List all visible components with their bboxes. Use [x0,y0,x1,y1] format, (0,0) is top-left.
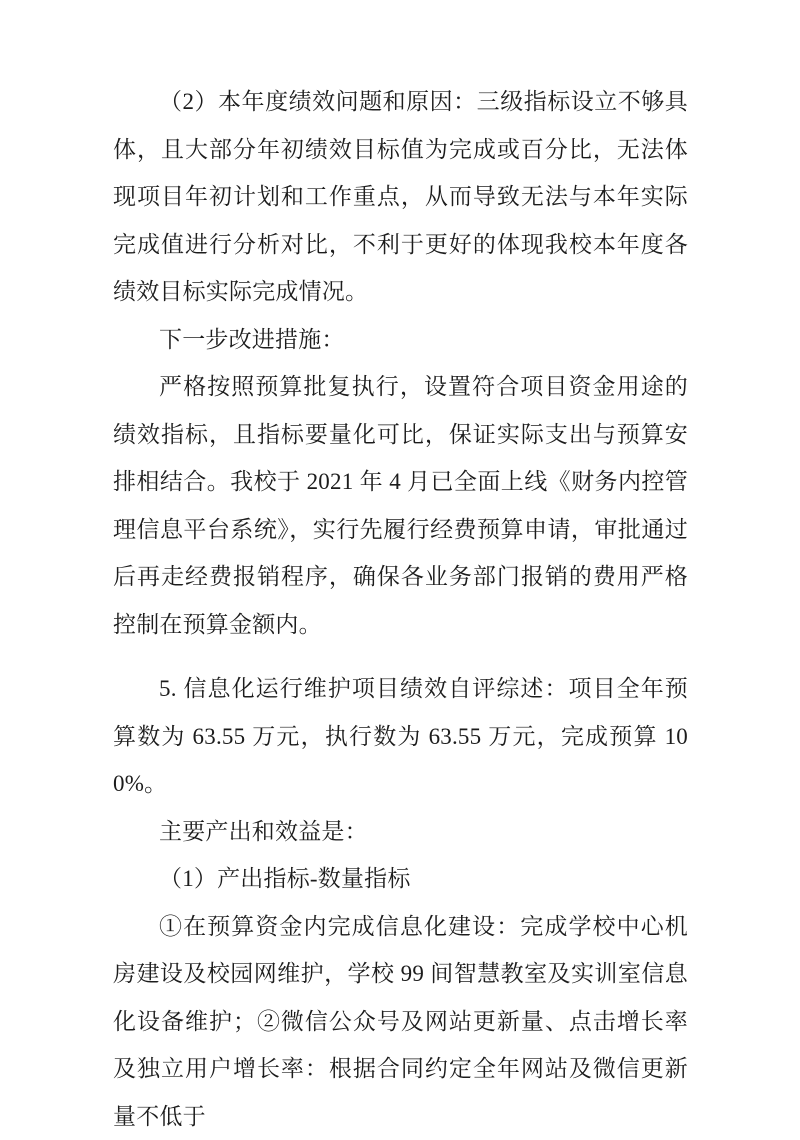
paragraph-improvement-measures: 严格按照预算批复执行，设置符合项目资金用途的绩效指标，且指标要量化可比，保证实际支出与预算安排相结合。我校于 2021 年 4 月已全面上线《财务内控管理信息平台系统》，实行先履行经费预算申请，审批通过后再走经费报销程序，确保各业务部门报销的费用严格控制在预算金额内。 [113,363,688,648]
paragraph-output-indicator-details: ①在预算资金内完成信息化建设：完成学校中心机房建设及校园网维护，学校 99 间智慧教室及实训室信息化设备维护；②微信公众号及网站更新量、点击增长率及独立用户增长率：根据合同约定全年网站及微信更新量不低于 [113,903,688,1140]
document-text-block [113,78,688,1140]
paragraph-output-indicator-heading: （1）产出指标-数量指标 [113,855,688,903]
paragraph-performance-problems: （2）本年度绩效问题和原因：三级指标设立不够具体，且大部分年初绩效目标值为完成或百分比，无法体现项目年初计划和工作重点，从而导致无法与本年实际完成值进行分析对比，不利于更好的体现我校本年度各绩效目标实际完成情况。 [113,78,688,316]
paragraph-it-project-summary: 5. 信息化运行维护项目绩效自评综述：项目全年预算数为 63.55 万元，执行数为 63.55 万元，完成预算 100%。 [113,665,688,808]
paragraph-improvement-heading: 下一步改进措施： [113,316,688,364]
paragraph-output-benefits-heading: 主要产出和效益是： [113,808,688,856]
